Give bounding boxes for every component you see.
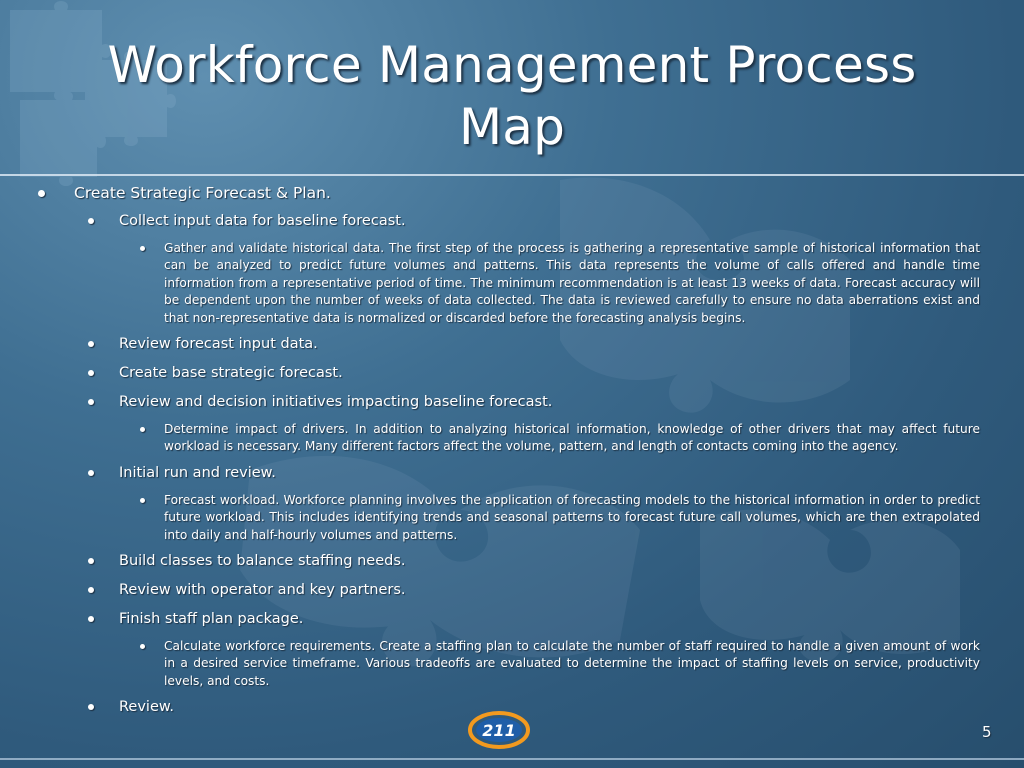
bullet-dot-icon xyxy=(140,498,145,503)
bullet-text: Finish staff plan package. xyxy=(119,611,304,628)
bullet-level3 xyxy=(0,492,1024,544)
bullet-dot-icon xyxy=(140,427,145,432)
bullet-text: Build classes to balance staffing needs. xyxy=(119,553,406,570)
bullet-text: Determine impact of drivers. In addition to analyzing historical information, knowledge of other drivers that may affect future workload is necessary. Many different factors affect the volume, pattern, and length of contacts coming into the agency. xyxy=(164,422,980,454)
bullet-level1 xyxy=(0,182,1024,204)
bullet-text: Review with operator and key partners. xyxy=(119,582,406,599)
bottom-divider xyxy=(0,758,1024,760)
bullet-level3 xyxy=(0,638,1024,690)
bullet-dot-icon xyxy=(140,644,145,649)
bullet-dot-icon xyxy=(88,558,94,564)
bullet-dot-icon xyxy=(38,190,45,197)
slide-title-line-1: Workforce Management Process xyxy=(107,36,917,94)
bullet-text: Create Strategic Forecast & Plan. xyxy=(74,184,331,202)
bullet-dot-icon xyxy=(88,218,94,224)
bullet-dot-icon xyxy=(88,399,94,405)
bullet-dot-icon xyxy=(88,470,94,476)
bullet-level3 xyxy=(0,240,1024,327)
bullet-text: Create base strategic forecast. xyxy=(119,365,343,382)
bullet-text: Gather and validate historical data. The first step of the process is gathering a representative sample of historical information that can be analyzed to predict future volumes and patterns. This data represents the volume of calls offered and handle time information from a representative period of time. The minimum recommendation is at least 13 weeks of data. Forecast accuracy will be dependent upon the number of weeks of data collected. The data is reviewed carefully to ensure no data aberrations exist and that non-representative data is normalized or discarded before the forecasting analysis begins. xyxy=(164,241,980,325)
bullet-text: Collect input data for baseline forecast. xyxy=(119,213,406,229)
bullet-dot-icon xyxy=(88,370,94,376)
bullet-level2 xyxy=(0,392,1024,413)
bullet-dot-icon xyxy=(88,616,94,622)
bullet-level2 xyxy=(0,580,1024,601)
211-logo-icon xyxy=(468,710,530,750)
bullet-level2 xyxy=(0,363,1024,384)
slide-content xyxy=(0,182,1024,726)
svg-text:211: 211 xyxy=(482,721,516,740)
bullet-text: Calculate workforce requirements. Create a staffing plan to calculate the number of staff required to handle a given amount of work in a desired service timeframe. Various tradeoffs are evaluated to determine the impact of staffing levels on service, productivity levels, and costs. xyxy=(164,639,980,688)
bullet-text: Review. xyxy=(119,699,175,716)
bullet-text: Initial run and review. xyxy=(119,464,276,481)
title-divider xyxy=(0,174,1024,176)
bullet-level2 xyxy=(0,551,1024,572)
bullet-text: Review and decision initiatives impacting baseline forecast. xyxy=(119,394,553,411)
page-number: 5 xyxy=(982,723,992,741)
bullet-level2 xyxy=(0,334,1024,355)
bullet-level3 xyxy=(0,421,1024,456)
bullet-dot-icon xyxy=(88,587,94,593)
bullet-text: Review forecast input data. xyxy=(119,336,318,353)
bullet-level2 xyxy=(0,211,1024,232)
bullet-dot-icon xyxy=(88,341,94,347)
bullet-level2 xyxy=(0,463,1024,484)
slide-title-line-2: Map xyxy=(458,98,566,156)
bullet-text: Forecast workload. Workforce planning involves the application of forecasting models to the historical information in order to predict future workload. This includes identifying trends and seasonal patterns to forecast future call volumes, which are then extrapolated into daily and half-hourly volumes and patterns. xyxy=(164,492,980,542)
bullet-level2 xyxy=(0,609,1024,630)
bullet-dot-icon xyxy=(140,246,145,251)
slide-title xyxy=(0,34,1024,158)
bullet-dot-icon xyxy=(88,704,94,710)
